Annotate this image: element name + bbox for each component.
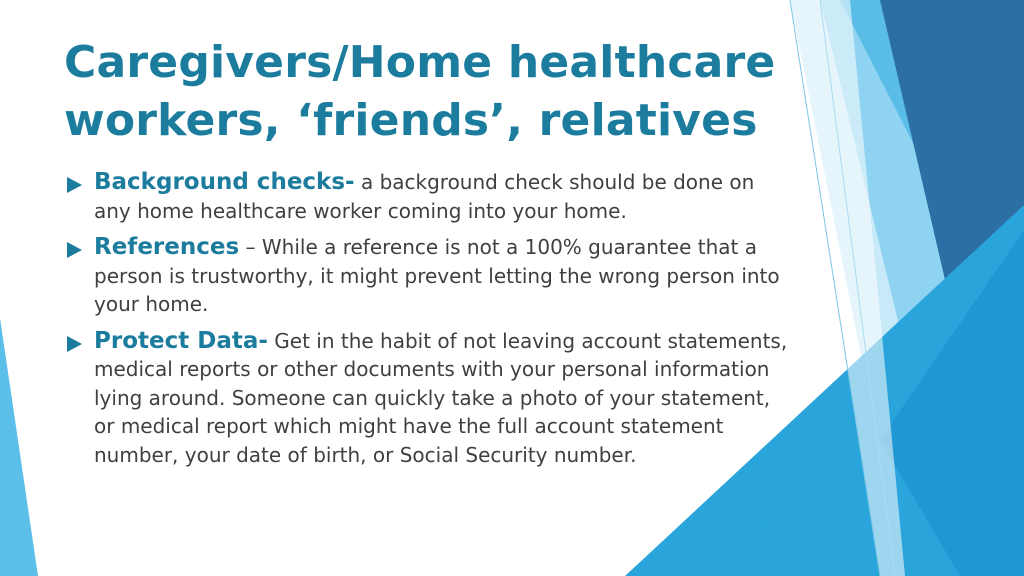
page-number: 19 — [757, 518, 768, 528]
bullet-heading: Protect Data- — [94, 327, 268, 354]
bullet-background-checks — [66, 168, 796, 225]
bullet-heading: References — [94, 234, 240, 260]
slide-title — [64, 34, 784, 150]
bullet-references — [66, 233, 796, 319]
bullet-list — [66, 168, 796, 477]
title-line-1: Caregivers/Home healthcare — [64, 37, 776, 88]
bullet-heading: Background checks- — [94, 169, 355, 195]
arrow-bullet-icon — [67, 242, 82, 258]
arrow-bullet-icon — [67, 177, 82, 193]
left-edge-sliver — [0, 318, 38, 576]
title-line-2: workers, ‘friends’, relatives — [64, 95, 758, 146]
bullet-protect-data — [66, 327, 796, 470]
bullet-text: Get in the habit of not leaving account statements, medical reports or other documents with your personal information lying around. Someone can quickly take a photo of your statement, or medical report which might have the full account statement number, your date of birth, or Social Security number. — [94, 328, 788, 467]
bullet-text: a background check should be done on any home healthcare worker coming into your home. — [94, 170, 755, 223]
bullet-separator: – — [245, 235, 256, 259]
arrow-bullet-icon — [67, 336, 82, 352]
bullet-text: While a reference is not a 100% guarantee that a person is trustworthy, it might prevent letting the wrong person into your home. — [94, 235, 780, 316]
